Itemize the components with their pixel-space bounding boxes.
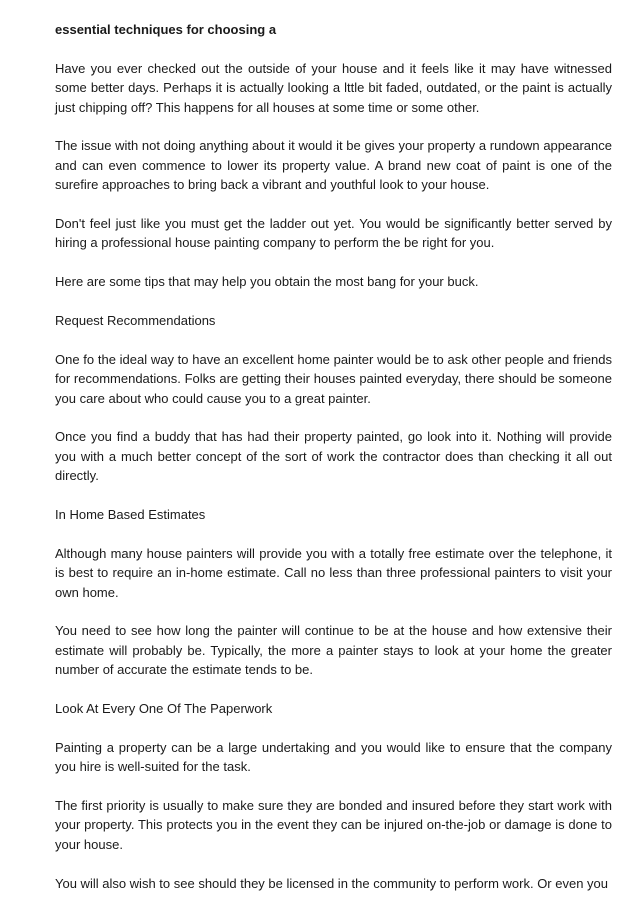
section-heading: In Home Based Estimates [55, 507, 206, 523]
paragraph: Once you find a buddy that has had their property painted, go look into it. Nothing will provide you with a much better concept of the sort of work the contractor does than checking it all out directly. [55, 429, 612, 484]
document-title: essential techniques for choosing a [55, 22, 277, 37]
paragraph: Although many house painters will provide you with a totally free estimate over the telephone, it is best to require an in-home estimate. Call no less than three professional painters to visit your own home. [55, 545, 612, 600]
paragraph: Painting a property can be a large undertaking and you would like to ensure that the company you hire is well-suited for the task. [55, 739, 612, 775]
paragraph: You will also wish to see should they be licensed in the community to perform work. Or even you [55, 875, 609, 891]
section-heading: Look At Every One Of The Paperwork [55, 701, 273, 717]
paragraph: Here are some tips that may help you obtain the most bang for your buck. [55, 274, 479, 290]
paragraph: Don't feel just like you must get the ladder out yet. You would be significantly better served by hiring a professional house painting company to perform the be right for you. [55, 216, 612, 251]
paragraph: You need to see how long the painter will continue to be at the house and how extensive their estimate will probably be. Typically, the more a painter stays to look at your home the greater number of accurate the estimate tends to be. [55, 623, 612, 678]
paragraph: Have you ever checked out the outside of your house and it feels like it may have witnessed some better days. Perhaps it is actually looking a lttle bit faded, outdated, or the paint is actually just chipping off? This happens for all houses at some time or some other. [55, 60, 612, 115]
paragraph: One fo the ideal way to have an excellent home painter would be to ask other people and friends for recommendations. Folks are getting their houses painted everyday, there should be someone you care about who could cause you to a great painter. [55, 351, 612, 406]
paragraph: The first priority is usually to make sure they are bonded and insured before they start work with your property. This protects you in the event they can be injured on-the-job or damage is done to your house. [55, 798, 612, 852]
section-heading: Request Recommendations [55, 313, 216, 329]
paragraph: The issue with not doing anything about it would it be gives your property a rundown appearance and can even commence to lower its property value. A brand new coat of paint is one of the surefire approaches to bring back a vibrant and youthful look to your house. [55, 138, 612, 193]
